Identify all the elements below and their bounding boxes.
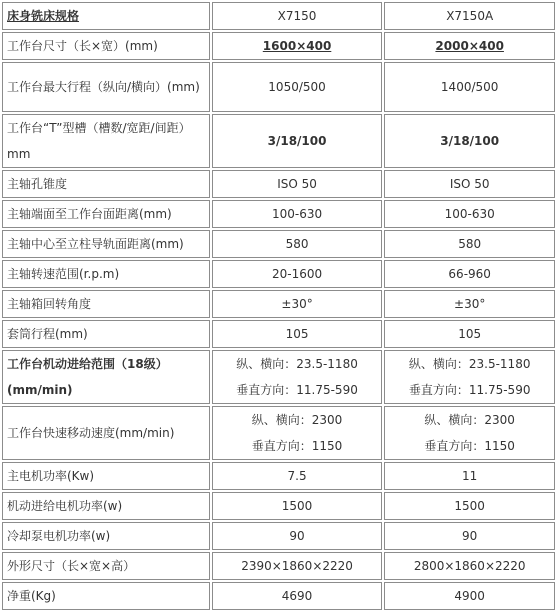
row-value-x7150: 4690: [212, 582, 383, 610]
model-x7150a-header: X7150A: [384, 2, 555, 30]
value-line: 垂直方向：11.75-590: [408, 383, 531, 397]
row-value-x7150a: 11: [384, 462, 555, 490]
row-value-x7150: 20-1600: [212, 260, 383, 288]
row-label: 主轴箱回转角度: [2, 290, 210, 318]
row-value-x7150a: [384, 350, 555, 404]
row-value-x7150: 105: [212, 320, 383, 348]
value-line: 垂直方向：1150: [251, 439, 343, 453]
value-line: 垂直方向：11.75-590: [236, 383, 358, 397]
table-row: [2, 32, 555, 60]
row-value-x7150: 90: [212, 522, 383, 550]
table-row: [2, 320, 555, 348]
row-value-x7150: ±30°: [212, 290, 383, 318]
row-value-x7150a: 1500: [384, 492, 555, 520]
value-line: 纵、横向：2300: [251, 413, 343, 427]
row-label: 工作台快速移动速度(mm/min): [2, 406, 210, 460]
row-label: 套筒行程(mm): [2, 320, 210, 348]
table-row: [2, 406, 555, 460]
table-header-row: [2, 2, 555, 30]
table-row: [2, 350, 555, 404]
table-row: [2, 552, 555, 580]
row-label: 工作台尺寸（长×宽）(mm): [2, 32, 210, 60]
row-label: 工作台机动进给范围（18级）(mm/min): [2, 350, 210, 404]
row-value-x7150a: 580: [384, 230, 555, 258]
table-row: [2, 62, 555, 112]
table-row: [2, 462, 555, 490]
row-value-x7150a: 3/18/100: [384, 114, 555, 168]
value-line: 纵、横向：23.5-1180: [408, 357, 531, 371]
row-value-x7150a: 2000×400: [384, 32, 555, 60]
row-value-x7150a: [384, 406, 555, 460]
table-title: 床身铣床规格: [2, 2, 210, 30]
row-value-x7150a: 105: [384, 320, 555, 348]
row-value-x7150: 3/18/100: [212, 114, 383, 168]
row-value-x7150: 2390×1860×2220: [212, 552, 383, 580]
row-value-x7150: 580: [212, 230, 383, 258]
row-value-x7150: 1050/500: [212, 62, 383, 112]
row-value-x7150a: ±30°: [384, 290, 555, 318]
table-row: [2, 200, 555, 228]
row-value-x7150: 1600×400: [212, 32, 383, 60]
value-line: 垂直方向：1150: [424, 439, 515, 453]
row-label: 主电机功率(Kw): [2, 462, 210, 490]
table-row: [2, 260, 555, 288]
row-label: 工作台“T”型槽（槽数/宽距/间距）mm: [2, 114, 210, 168]
table-row: [2, 522, 555, 550]
table-row: [2, 492, 555, 520]
row-value-x7150a: 100-630: [384, 200, 555, 228]
table-row: [2, 582, 555, 610]
row-label: 净重(Kg): [2, 582, 210, 610]
table-row: [2, 170, 555, 198]
row-value-x7150: ISO 50: [212, 170, 383, 198]
row-value-x7150a: 2800×1860×2220: [384, 552, 555, 580]
row-value-x7150a: 4900: [384, 582, 555, 610]
row-label: 主轴转速范围(r.p.m): [2, 260, 210, 288]
row-value-x7150a: 66-960: [384, 260, 555, 288]
row-value-x7150: 1500: [212, 492, 383, 520]
row-value-x7150a: ISO 50: [384, 170, 555, 198]
row-label: 主轴中心至立柱导轨面距离(mm): [2, 230, 210, 258]
row-label: 机动进给电机功率(w): [2, 492, 210, 520]
row-label: 外形尺寸（长×宽×高）: [2, 552, 210, 580]
table-row: [2, 114, 555, 168]
row-label: 冷却泵电机功率(w): [2, 522, 210, 550]
value-line: 纵、横向：23.5-1180: [236, 357, 358, 371]
table-row: [2, 290, 555, 318]
row-value-x7150: [212, 406, 383, 460]
table-row: [2, 230, 555, 258]
row-value-x7150: [212, 350, 383, 404]
row-value-x7150: 100-630: [212, 200, 383, 228]
row-value-x7150a: 90: [384, 522, 555, 550]
row-label: 工作台最大行程（纵向/横向）(mm): [2, 62, 210, 112]
value-line: 纵、横向：2300: [424, 413, 515, 427]
row-value-x7150: 7.5: [212, 462, 383, 490]
row-label: 主轴端面至工作台面距离(mm): [2, 200, 210, 228]
model-x7150-header: X7150: [212, 2, 383, 30]
row-label: 主轴孔锥度: [2, 170, 210, 198]
row-value-x7150a: 1400/500: [384, 62, 555, 112]
